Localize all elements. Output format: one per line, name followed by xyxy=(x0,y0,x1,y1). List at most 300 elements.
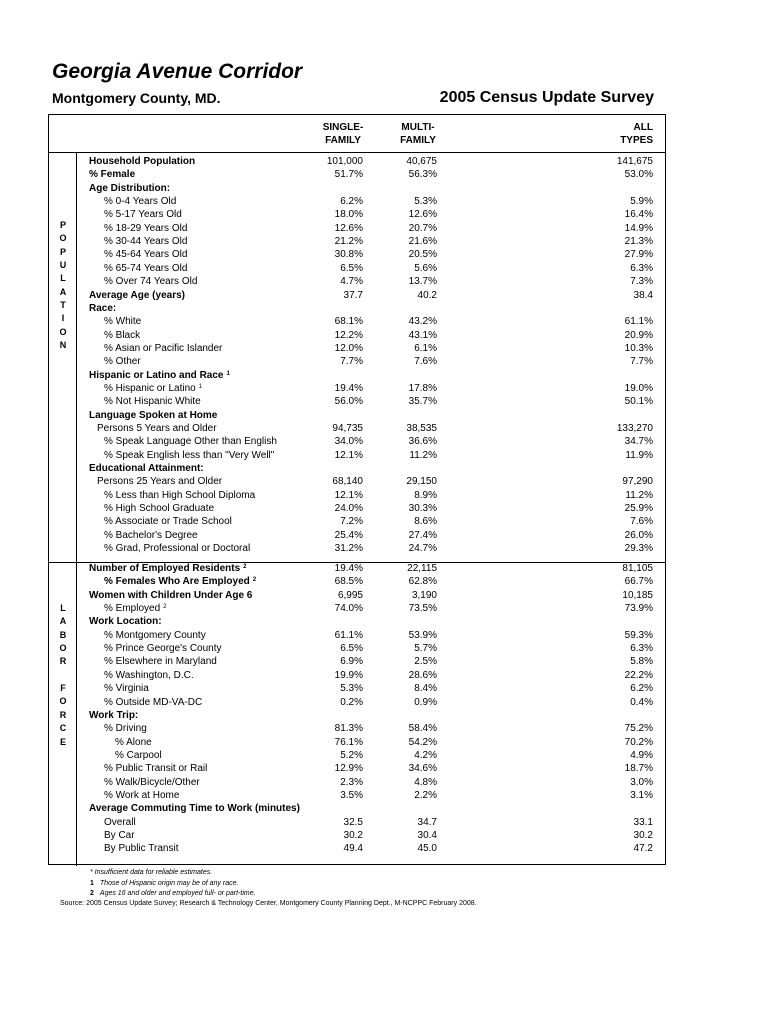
multi-family-value: 8.4% xyxy=(414,683,437,695)
single-family-value: 49.4 xyxy=(343,843,363,855)
table-row xyxy=(49,155,665,168)
table-row xyxy=(49,355,665,368)
row-label-text: % Washington, D.C. xyxy=(104,669,194,681)
row-label-text: By Public Transit xyxy=(104,843,179,855)
all-types-value: 6.3% xyxy=(630,643,653,655)
table-row xyxy=(49,696,665,709)
table-row xyxy=(49,529,665,542)
table-row xyxy=(49,629,665,642)
multi-family-value: 43.2% xyxy=(408,316,437,328)
row-label-text: % Bachelor's Degree xyxy=(104,529,198,541)
single-family-value: 68,140 xyxy=(332,476,363,488)
table-row xyxy=(49,736,665,749)
row-label-text: % 5-17 Years Old xyxy=(104,209,182,221)
row-label xyxy=(104,629,206,642)
row-label-text: % Grad, Professional or Doctoral xyxy=(104,543,251,555)
side-letter: B xyxy=(59,629,67,640)
single-family-value: 32.5 xyxy=(343,816,363,828)
multi-family-value: 43.1% xyxy=(408,329,437,341)
side-letter: A xyxy=(59,616,67,627)
side-letter: I xyxy=(61,313,65,324)
table-row xyxy=(49,449,665,462)
single-family-value: 25.4% xyxy=(334,529,363,541)
side-letter: P xyxy=(59,246,66,257)
table-row xyxy=(49,275,665,288)
all-types-value: 5.8% xyxy=(630,656,653,668)
multi-family-value: 28.6% xyxy=(408,669,437,681)
footnote-1 xyxy=(90,879,238,889)
multi-family-value: 8.6% xyxy=(414,516,437,528)
table-row xyxy=(49,315,665,328)
row-label xyxy=(97,475,222,488)
row-label xyxy=(104,529,198,542)
multi-family-value: 62.8% xyxy=(408,576,437,588)
table-row xyxy=(49,615,665,628)
single-family-value: 12.6% xyxy=(334,222,363,234)
table-row xyxy=(49,248,665,261)
side-letter: R xyxy=(59,656,67,667)
multi-family-value: 24.7% xyxy=(408,543,437,555)
table-row xyxy=(49,515,665,528)
row-label-text: % 45-64 Years Old xyxy=(104,249,188,261)
col-all-line1: ALL xyxy=(633,122,653,133)
all-types-value: 4.9% xyxy=(630,749,653,761)
single-family-value: 76.1% xyxy=(334,736,363,748)
row-label xyxy=(104,355,141,368)
table-row xyxy=(49,462,665,475)
table-row xyxy=(49,502,665,515)
all-types-value: 0.4% xyxy=(630,696,653,708)
table-row xyxy=(49,409,665,422)
row-label-text: Women with Children Under Age 6 xyxy=(89,589,253,601)
row-label-text: % Work at Home xyxy=(104,789,180,801)
all-types-value: 81,105 xyxy=(622,563,653,574)
row-label-text: % Montgomery County xyxy=(104,629,206,641)
row-label-text: By Car xyxy=(104,830,135,841)
census-table xyxy=(48,114,666,865)
row-label-text: Work Location: xyxy=(89,616,162,628)
side-letter: E xyxy=(59,736,66,747)
row-label-text: % Hispanic or Latino xyxy=(104,382,196,394)
multi-family-value: 34.7 xyxy=(417,816,437,828)
multi-family-value: 73.5% xyxy=(408,603,437,615)
all-types-value: 25.9% xyxy=(624,503,653,515)
row-label-text: Work Trip: xyxy=(89,709,139,721)
single-family-value: 12.9% xyxy=(334,763,363,775)
single-family-value: 37.7 xyxy=(343,289,363,301)
row-label xyxy=(104,789,179,802)
all-types-value: 6.2% xyxy=(630,683,653,695)
table-row xyxy=(49,575,665,588)
row-label-text: % Prince George's County xyxy=(104,643,222,655)
row-label-text: % Speak Language Other than English xyxy=(104,436,277,448)
table-row xyxy=(49,642,665,655)
multi-family-value: 22,115 xyxy=(407,563,437,574)
all-types-value: 26.0% xyxy=(624,529,653,541)
table-row xyxy=(49,435,665,448)
row-label xyxy=(104,195,176,208)
row-label xyxy=(104,342,222,355)
footnote-marker: 1 xyxy=(226,370,230,377)
row-label-text: Number of Employed Residents xyxy=(89,563,241,574)
multi-family-value: 40,675 xyxy=(406,156,437,167)
all-types-value: 30.2 xyxy=(633,830,653,841)
table-row xyxy=(49,289,665,302)
col-single-line1: SINGLE- xyxy=(322,122,364,133)
row-label-text: % Alone xyxy=(115,736,152,748)
row-label xyxy=(104,575,256,588)
single-family-value: 2.3% xyxy=(340,776,363,788)
row-label-text: % White xyxy=(104,316,142,328)
row-label xyxy=(104,248,187,261)
multi-family-value: 20.7% xyxy=(408,222,437,234)
all-types-value: 11.2% xyxy=(625,489,653,501)
row-label xyxy=(89,302,116,315)
single-family-value: 68.5% xyxy=(334,576,363,588)
row-label xyxy=(89,182,170,195)
row-label xyxy=(104,502,214,515)
side-letter: R xyxy=(59,709,67,720)
row-label xyxy=(104,816,136,829)
row-label-text: % Employed xyxy=(104,603,161,615)
row-label xyxy=(104,762,207,775)
side-letter: F xyxy=(60,683,66,694)
row-label-text: Persons 5 Years and Older xyxy=(97,423,217,434)
table-row xyxy=(49,262,665,275)
single-family-value: 3.5% xyxy=(340,789,363,801)
footnote-1-text: Those of Hispanic origin may be of any race. xyxy=(99,880,239,887)
table-row xyxy=(49,829,665,842)
single-family-value: 34.0% xyxy=(334,436,363,448)
all-types-value: 66.7% xyxy=(624,576,653,588)
multi-family-value: 58.4% xyxy=(408,723,437,735)
all-types-value: 50.1% xyxy=(624,396,653,408)
all-types-value: 59.3% xyxy=(624,629,653,641)
table-row xyxy=(49,342,665,355)
row-label xyxy=(104,829,135,842)
row-label xyxy=(104,722,147,735)
single-family-value: 12.0% xyxy=(334,342,363,354)
side-letter: N xyxy=(59,340,67,351)
row-label-text: Educational Attainment: xyxy=(89,463,204,475)
row-label-text: % 18-29 Years Old xyxy=(104,222,188,234)
side-letter: O xyxy=(59,326,67,337)
row-label xyxy=(89,168,135,181)
all-types-value: 3.0% xyxy=(630,776,653,788)
table-row xyxy=(49,842,665,855)
all-types-value: 22.2% xyxy=(624,669,653,681)
all-types-value: 75.2% xyxy=(624,723,653,735)
row-label xyxy=(104,642,222,655)
row-label xyxy=(104,435,277,448)
all-types-value: 141,675 xyxy=(616,156,653,167)
all-types-value: 38.4 xyxy=(633,289,653,301)
table-row xyxy=(49,395,665,408)
row-label xyxy=(104,329,140,342)
multi-family-value: 40.2 xyxy=(417,289,437,301)
all-types-value: 11.9% xyxy=(625,449,653,461)
all-types-value: 7.6% xyxy=(630,516,653,528)
footnote-marker: 2 xyxy=(243,564,247,570)
side-letter: O xyxy=(59,233,67,244)
table-row xyxy=(49,722,665,735)
multi-family-value: 38,535 xyxy=(406,423,437,434)
single-family-value: 81.3% xyxy=(334,723,363,735)
row-label xyxy=(89,409,217,422)
row-label-text: % Virginia xyxy=(104,683,149,695)
side-letter: P xyxy=(59,220,66,230)
multi-family-value: 4.2% xyxy=(414,749,437,761)
multi-family-value: 8.9% xyxy=(414,489,437,501)
multi-family-value: 30.3% xyxy=(408,503,437,515)
all-types-value: 3.1% xyxy=(630,789,653,801)
multi-family-value: 4.8% xyxy=(414,776,437,788)
row-label-text: Overall xyxy=(104,816,136,828)
single-family-value: 74.0% xyxy=(334,603,363,615)
single-family-value: 0.2% xyxy=(340,696,363,708)
all-types-value: 7.3% xyxy=(630,276,653,288)
row-label xyxy=(104,669,194,682)
row-label xyxy=(115,736,152,749)
multi-family-value: 21.6% xyxy=(408,236,437,248)
row-label-text: Average Commuting Time to Work (minutes) xyxy=(89,803,300,815)
table-row xyxy=(49,382,665,395)
table-row xyxy=(49,655,665,668)
row-label xyxy=(97,422,217,435)
multi-family-value: 6.1% xyxy=(414,342,437,354)
multi-family-value: 3,190 xyxy=(411,589,437,601)
footnote-marker: 2 xyxy=(163,604,167,611)
table-row xyxy=(49,222,665,235)
table-row xyxy=(49,182,665,195)
row-label-text: % Females Who Are Employed xyxy=(104,576,250,588)
table-row xyxy=(49,802,665,815)
col-single-line2: FAMILY xyxy=(325,135,361,146)
row-label xyxy=(89,802,300,815)
side-letter: O xyxy=(59,643,67,654)
row-label-text: % Female xyxy=(89,169,136,181)
side-letter: T xyxy=(60,300,66,311)
table-row xyxy=(49,669,665,682)
table-row xyxy=(49,422,665,435)
single-family-value: 12.1% xyxy=(334,449,363,461)
row-label xyxy=(89,709,138,722)
multi-family-value: 34.6% xyxy=(408,763,437,775)
row-label-text: % Public Transit or Rail xyxy=(104,763,208,775)
multi-family-value: 2.2% xyxy=(414,789,437,801)
single-family-value: 24.0% xyxy=(334,503,363,515)
multi-family-value: 0.9% xyxy=(414,696,437,708)
single-family-value: 31.2% xyxy=(334,543,363,555)
all-types-value: 14.9% xyxy=(624,222,653,234)
footnote-2-number: 2 xyxy=(90,890,94,897)
table-row xyxy=(49,762,665,775)
all-types-value: 47.2 xyxy=(633,843,653,855)
all-types-value: 133,270 xyxy=(616,423,653,434)
all-types-value: 73.9% xyxy=(624,603,653,615)
source-line: Source: 2005 Census Update Survey; Research & Technology Center, Montgomery County Planning Dept., M-NCPPC February 2008. xyxy=(60,900,477,907)
row-label xyxy=(104,235,187,248)
row-label-text: Persons 25 Years and Older xyxy=(97,476,223,488)
side-letter: L xyxy=(60,603,66,613)
row-label xyxy=(104,776,200,789)
all-types-value: 20.9% xyxy=(624,329,653,341)
all-types-value: 7.7% xyxy=(630,356,653,368)
single-family-value: 5.2% xyxy=(340,749,363,761)
single-family-value: 18.0% xyxy=(334,209,363,221)
row-label xyxy=(104,515,232,528)
side-letter: O xyxy=(59,696,67,707)
survey-label: 2005 Census Update Survey xyxy=(439,89,654,106)
single-family-value: 56.0% xyxy=(334,396,363,408)
row-label xyxy=(104,315,141,328)
row-label-text: Race: xyxy=(89,302,117,314)
row-label xyxy=(89,155,195,168)
single-family-value: 30.2 xyxy=(343,830,363,841)
row-label-text: % Less than High School Diploma xyxy=(104,489,256,501)
footnote-2 xyxy=(90,889,256,899)
single-family-value: 12.1% xyxy=(334,489,363,501)
row-label-text: % Other xyxy=(104,356,141,368)
single-family-value: 21.2% xyxy=(334,236,363,248)
table-row xyxy=(49,562,665,575)
row-label xyxy=(104,222,187,235)
all-types-value: 18.7% xyxy=(624,763,653,775)
all-types-value: 61.1% xyxy=(624,316,653,328)
col-all-line2: TYPES xyxy=(620,135,653,146)
header-divider xyxy=(49,152,665,153)
row-label-text: % Walk/Bicycle/Other xyxy=(104,776,200,788)
all-types-value: 53.0% xyxy=(624,169,653,181)
multi-family-value: 45.0 xyxy=(417,843,437,855)
row-label-text: % Associate or Trade School xyxy=(104,516,232,528)
multi-family-value: 54.2% xyxy=(408,736,437,748)
multi-family-value: 17.8% xyxy=(408,382,437,394)
single-family-value: 12.2% xyxy=(334,329,363,341)
table-row xyxy=(49,602,665,615)
col-all-types xyxy=(620,121,653,147)
table-row xyxy=(49,329,665,342)
single-family-value: 19.4% xyxy=(334,563,363,574)
row-label xyxy=(104,696,202,709)
all-types-value: 6.3% xyxy=(630,262,653,274)
table-row xyxy=(49,709,665,722)
side-letter: U xyxy=(59,260,67,271)
row-label xyxy=(104,262,187,275)
all-types-value: 10,185 xyxy=(622,589,653,601)
single-family-value: 5.3% xyxy=(340,683,363,695)
row-label-text: % Driving xyxy=(104,723,147,735)
footnote-marker: 1 xyxy=(198,383,203,390)
single-family-value: 30.8% xyxy=(334,249,363,261)
table-row xyxy=(49,475,665,488)
footnote-insufficient: * Insufficient data for reliable estimates. xyxy=(90,869,213,876)
all-types-value: 5.9% xyxy=(630,196,653,208)
col-multi-line1: MULTI- xyxy=(401,122,435,133)
table-row xyxy=(49,749,665,762)
row-label-text: % 30-44 Years Old xyxy=(104,236,188,248)
footnote-1-number: 1 xyxy=(90,880,94,887)
all-types-value: 16.4% xyxy=(624,209,653,221)
single-family-value: 51.7% xyxy=(334,169,363,181)
multi-family-value: 5.6% xyxy=(414,262,437,274)
multi-family-value: 5.3% xyxy=(414,196,437,208)
row-label xyxy=(89,615,162,628)
all-types-value: 33.1 xyxy=(633,816,653,828)
row-label xyxy=(89,589,252,602)
all-types-value: 10.3% xyxy=(624,342,653,354)
col-multi-family xyxy=(395,121,441,147)
row-label xyxy=(104,655,217,668)
single-family-value: 94,735 xyxy=(332,423,363,434)
row-label xyxy=(104,542,250,555)
row-label-text: Average Age (years) xyxy=(89,289,185,301)
row-label xyxy=(104,275,197,288)
single-family-value: 7.7% xyxy=(340,356,363,368)
row-label xyxy=(89,562,246,575)
multi-family-value: 11.2% xyxy=(409,449,437,461)
multi-family-value: 5.7% xyxy=(414,643,437,655)
single-family-value: 6.9% xyxy=(340,656,363,668)
single-family-value: 6.2% xyxy=(340,196,363,208)
all-types-value: 70.2% xyxy=(624,736,653,748)
row-label-text: % 0-4 Years Old xyxy=(104,196,177,208)
row-label xyxy=(104,682,149,695)
row-label-text: Language Spoken at Home xyxy=(89,409,218,421)
table-row xyxy=(49,302,665,315)
single-family-value: 6.5% xyxy=(340,262,363,274)
footnote-marker: 2 xyxy=(252,577,257,584)
all-types-value: 27.9% xyxy=(624,249,653,261)
multi-family-value: 36.6% xyxy=(408,436,437,448)
row-label xyxy=(89,369,230,382)
row-label-text: % Outside MD-VA-DC xyxy=(104,696,203,708)
table-row xyxy=(49,542,665,555)
row-label-text: % Over 74 Years Old xyxy=(104,276,198,288)
row-label xyxy=(104,208,182,221)
multi-family-value: 27.4% xyxy=(408,529,437,541)
row-label-text: % High School Graduate xyxy=(104,503,215,515)
single-family-value: 68.1% xyxy=(334,316,363,328)
single-family-value: 19.9% xyxy=(334,669,363,681)
table-row xyxy=(49,168,665,181)
row-label-text: % Speak English less than "Very Well" xyxy=(104,449,275,461)
single-family-value: 19.4% xyxy=(334,382,363,394)
row-label xyxy=(104,449,274,462)
multi-family-value: 30.4 xyxy=(417,830,437,841)
all-types-value: 19.0% xyxy=(624,382,653,394)
all-types-value: 29.3% xyxy=(624,543,653,555)
single-family-value: 101,000 xyxy=(326,156,363,167)
row-label xyxy=(104,395,201,408)
table-row xyxy=(49,208,665,221)
multi-family-value: 7.6% xyxy=(414,356,437,368)
table-row xyxy=(49,816,665,829)
row-label-text: % Black xyxy=(104,329,141,341)
multi-family-value: 53.9% xyxy=(408,629,437,641)
single-family-value: 61.1% xyxy=(334,629,363,641)
side-letter: L xyxy=(60,273,66,284)
row-label-text: % Asian or Pacific Islander xyxy=(104,342,223,354)
multi-family-value: 56.3% xyxy=(408,169,437,181)
col-multi-line2: FAMILY xyxy=(400,135,436,146)
single-family-value: 7.2% xyxy=(340,516,363,528)
single-family-value: 4.7% xyxy=(340,276,363,288)
multi-family-value: 35.7% xyxy=(408,396,437,408)
table-row xyxy=(49,489,665,502)
table-row xyxy=(49,369,665,382)
all-types-value: 21.3% xyxy=(624,236,653,248)
